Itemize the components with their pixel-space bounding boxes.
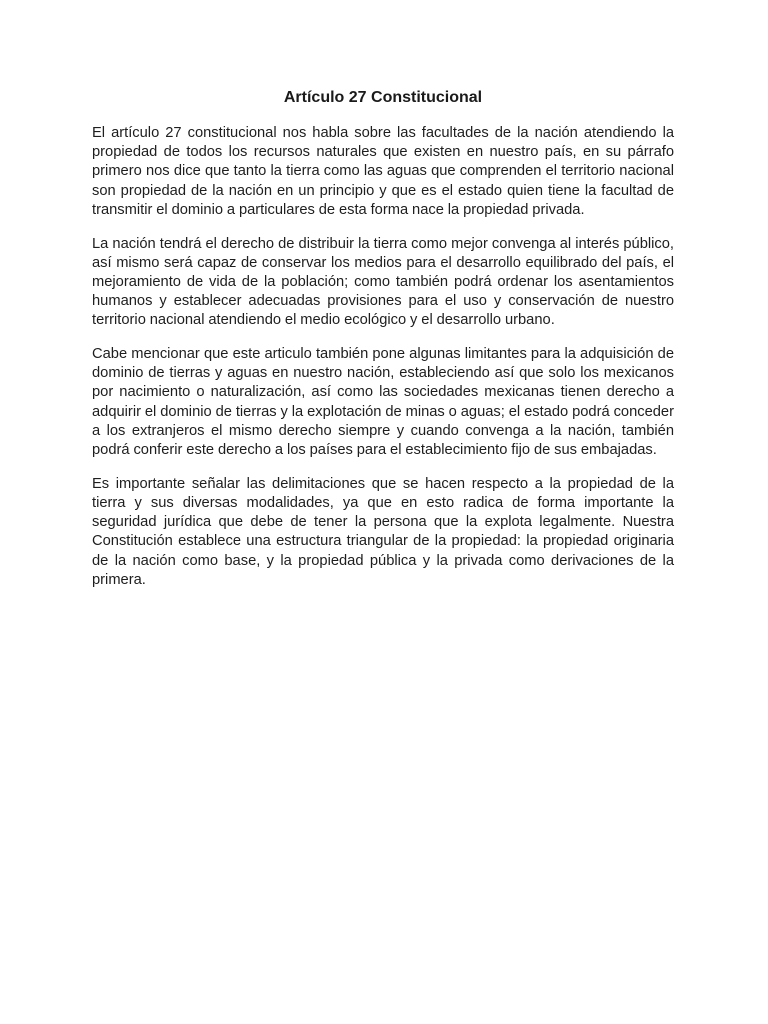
paragraph-3: Cabe mencionar que este articulo también pone algunas limitantes para la adquisición de dominio de tierras y aguas en nuestro nación, estableciendo así que solo los mexicanos por nacimiento o naturalización, así como las sociedades mexicanas tienen derecho a adquirir el dominio de tierras y la explotación de minas o aguas; el estado podrá conceder a los extranjeros el mismo derecho siempre y cuando convenga a la nación, también podrá conferir este derecho a los países para el establecimiento fijo de sus embajadas. <box>92 346 674 459</box>
document-body <box>92 124 674 604</box>
paragraph-2: La nación tendrá el derecho de distribuir la tierra como mejor convenga al interés público, así mismo será capaz de conservar los medios para el desarrollo equilibrado del país, el mejoramiento de vida de la población; como también podrá ordenar los asentamientos humanos y establecer adecuadas provisiones para el uso y conservación de nuestro territorio nacional atendiendo el medio ecológico y el desarrollo urbano. <box>92 235 674 329</box>
paragraph-4: Es importante señalar las delimitaciones que se hacen respecto a la propiedad de la tierra y sus diversas modalidades, ya que en esto radica de forma importante la seguridad jurídica que debe de tener la persona que la explota legalmente. Nuestra Constitución establece una estructura triangular de la propiedad: la propiedad originaria de la nación como base, y la propiedad pública y la privada como derivaciones de la primera. <box>92 475 674 588</box>
paragraph-1: El artículo 27 constitucional nos habla sobre las facultades de la nación atendiendo la propiedad de todos los recursos naturales que existen en nuestro país, en su párrafo primero nos dice que tanto la tierra como las aguas que comprenden el territorio nacional son propiedad de la nación en un principio y que es el estado quien tiene la facultad de transmitir el dominio a particulares de esta forma nace la propiedad privada. <box>92 125 674 218</box>
document-title: Artículo 27 Constitucional <box>283 89 483 106</box>
